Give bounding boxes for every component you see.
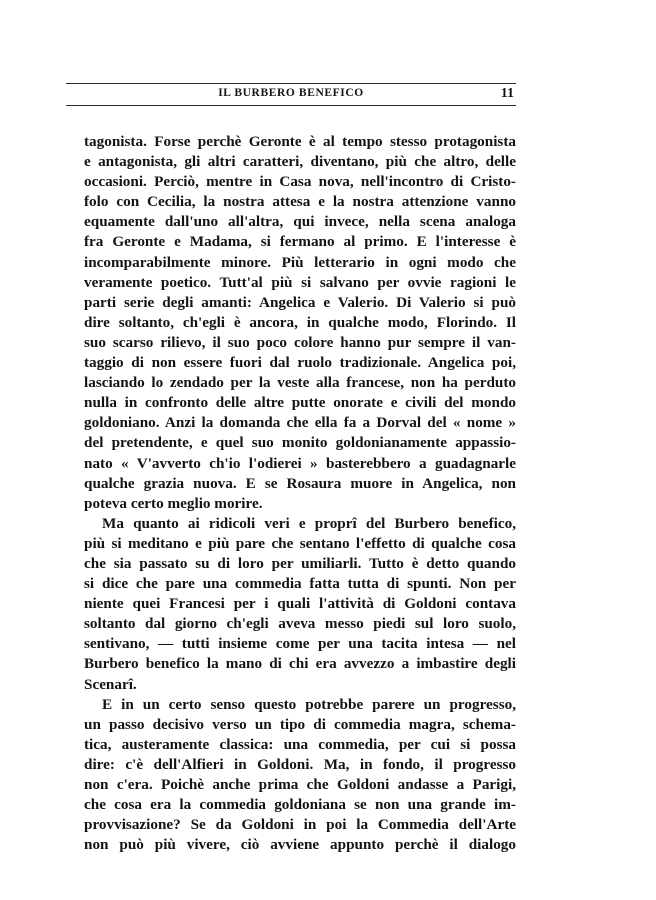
text-line: suo scarso rilievo, il suo poco colore hanno pur sempre il van-	[84, 333, 516, 351]
text-line: occasioni. Perciò, mentre in Casa nova, nell'incontro di Cristo-	[84, 173, 516, 191]
paragraph	[84, 132, 516, 514]
text-line: fra Geronte e Madama, si fermano al primo. E l'interesse è	[84, 233, 516, 251]
running-title: IL BURBERO BENEFICO	[218, 87, 364, 99]
text-line: si dice che pare una commedia fatta tutta di spunti. Non per	[84, 575, 516, 593]
text-line: un passo decisivo verso un tipo di commedia magra, schema-	[84, 715, 516, 733]
text-line: taggio di non essere fuori dal ruolo tradizionale. Angelica poi,	[84, 354, 516, 372]
text-line: goldoniano. Anzi la domanda che ella fa a Dorval del « nome »	[84, 414, 516, 432]
text-line: veramente poetico. Tutt'al più si salvano per ovvie ragioni le	[84, 273, 516, 291]
text-line: folo con Cecilia, la nostra attesa e la nostra attenzione vanno	[84, 193, 516, 211]
text-line: dire: c'è dell'Alfieri in Goldoni. Ma, in fondo, il progresso	[84, 755, 516, 773]
text-line: lasciando lo zendado per la veste alla francese, non ha perduto	[84, 374, 516, 392]
paragraph	[84, 695, 516, 856]
text-line: tagonista. Forse perchè Geronte è al tempo stesso protagonista	[84, 133, 516, 150]
paragraph	[84, 514, 516, 695]
text-line: e antagonista, gli altri caratteri, diventano, più che altro, delle	[84, 153, 516, 171]
text-line: E in un certo senso questo potrebbe parere un progresso,	[102, 695, 516, 713]
text-line: che cosa era la commedia goldoniana se non una grande im-	[84, 796, 516, 814]
page-number: 11	[500, 86, 514, 101]
text-line: Ma quanto ai ridicoli veri e proprî del Burbero benefico,	[102, 514, 516, 532]
text-line: tica, austeramente classica: una commedia, per cui si possa	[84, 735, 516, 753]
text-line: equamente dall'uno all'altra, qui invece, nella scena analoga	[84, 213, 516, 231]
text-line: sentivano, — tutti insieme come per una tacita intesa — nel	[84, 635, 516, 653]
text-line: incomparabilmente minore. Più letterario in ogni modo che	[84, 253, 516, 271]
text-line: parti serie degli amanti: Angelica e Valerio. Di Valerio si può	[84, 293, 516, 311]
text-line: nulla in confronto delle altre putte onorate e civili del mondo	[84, 394, 516, 412]
text-line: dire soltanto, ch'egli è ancora, in qualche modo, Florindo. Il	[84, 313, 516, 331]
page-header	[66, 83, 516, 105]
text-line: Burbero benefico la mano di chi era avvezzo a imbastire degli	[84, 655, 516, 673]
text-line: qualche grazia nuova. E se Rosaura muore in Angelica, non	[84, 474, 516, 492]
text-line: niente quei Francesi per i quali l'attività di Goldoni contava	[84, 595, 516, 613]
text-line: poteva certo meglio morire.	[84, 494, 263, 512]
header-rule-bottom	[66, 105, 516, 106]
text-line: provvisazione? Se da Goldoni in poi la Commedia dell'Arte	[84, 816, 516, 834]
text-line: non c'era. Poichè anche prima che Goldoni andasse a Parigi,	[84, 776, 516, 793]
text-line: Scenarî.	[84, 675, 137, 693]
text-line: non può più vivere, ciò avviene appunto perchè il dialogo	[84, 836, 516, 854]
body-text	[84, 132, 516, 855]
text-line: soltanto dal giorno ch'egli aveva messo piedi sul loro suolo,	[84, 615, 516, 633]
text-line: più si meditano e più pare che sentano l'effetto di qualche cosa	[84, 534, 516, 552]
header-rule-top	[66, 83, 516, 84]
text-line: nato « V'avverto ch'io l'odierei » basterebbero a guadagnarle	[84, 454, 516, 472]
text-line: del pretendente, e quel suo monito goldonianamente appassio-	[84, 434, 516, 452]
text-line: che sia passato su di loro per umiliarli. Tutto è detto quando	[84, 554, 516, 572]
